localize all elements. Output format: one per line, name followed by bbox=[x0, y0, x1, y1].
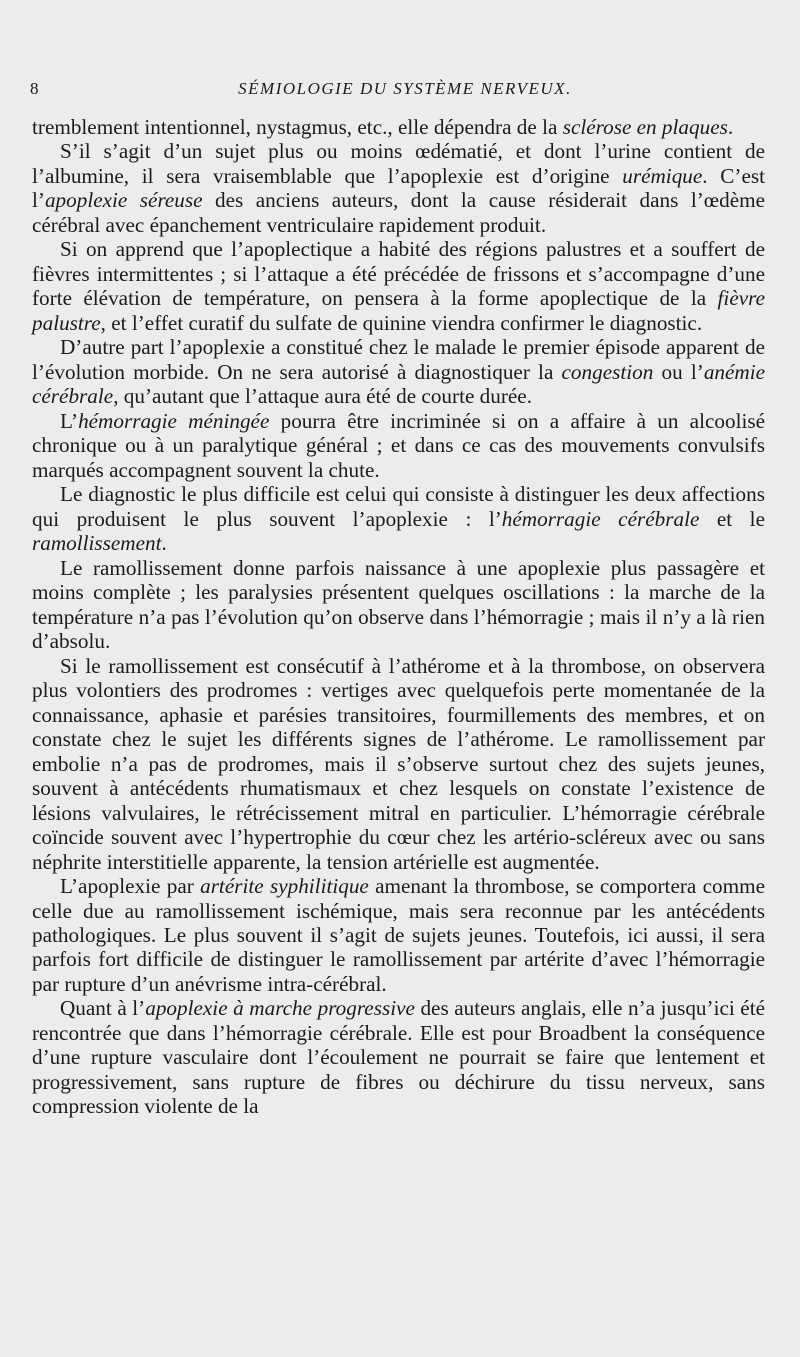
paragraph bbox=[32, 654, 765, 874]
body-text bbox=[32, 115, 765, 1119]
italic-term: apoplexie à marche progressive bbox=[145, 996, 415, 1021]
italic-term: congestion bbox=[561, 359, 654, 384]
text-run: . bbox=[727, 115, 734, 139]
text-run: ou l’ bbox=[653, 359, 704, 384]
text-run: . C’est l’ bbox=[32, 163, 765, 213]
text-run: et le bbox=[699, 506, 765, 531]
text-run: Quant à l’ bbox=[60, 996, 146, 1021]
text-run: Si le ramollissement est consécutif à l’athérome et à la thrombose, on observera plus volontiers des prodromes : vertiges avec quelquefois perte momentanée de la connaissance, aphasie et parésies transitoires, fourmillements des membres, et on constate chez le sujet les différents signes de l’athérome. Le ramollissement par embolie n’a pas de prodromes, mais il s’observe surtout chez des sujets jeunes, souvent à antécédents rhumatismaux et chez lesquels on constate l’existence de lésions valvulaires, le rétrécissement mitral en particulier. L’hémorragie cérébrale coïncide souvent avec l’hypertrophie du cœur chez les artério-scléreux avec ou sans néphrite interstitielle apparente, la tension artérielle est augmentée. bbox=[32, 653, 765, 874]
italic-term: fièvre palustre bbox=[32, 286, 765, 335]
italic-term: artérite syphilitique bbox=[200, 874, 369, 899]
italic-term: hémorragie méningée bbox=[78, 408, 270, 433]
text-run: Si on apprend que l’apoplectique a habité des régions palustres et a souffert de fièvres intermittentes ; si l’attaque a été précédée de frissons et s’accompagne d’une forte élévation de température, on pensera à la forme apoplectique de la bbox=[32, 237, 765, 311]
italic-term: ramollissement bbox=[32, 531, 162, 556]
text-run: , qu’autant que l’attaque aura été de courte durée. bbox=[113, 384, 533, 409]
text-run: L’ bbox=[60, 408, 79, 433]
paragraph bbox=[32, 409, 765, 482]
text-run: Le ramollissement donne parfois naissance à une apoplexie plus passagère et moins complète ; les paralysies présentent quelques oscillations : la marche de la température n’a pas l’évolution qu’on observe dans l’hémorragie ; mais il n’y a là rien d’absolu. bbox=[32, 555, 765, 654]
paragraph bbox=[32, 482, 765, 555]
paragraph bbox=[32, 139, 765, 237]
italic-term: sclérose en plaques bbox=[562, 115, 728, 139]
paragraph bbox=[32, 335, 765, 408]
running-title: SÉMIOLOGIE DU SYSTÈME NERVEUX. bbox=[238, 79, 572, 98]
text-run: amenant la thrombose, se comportera comme celle due au ramollissement ischémique, mais sera reconnue par les antécédents pathologiques. Le plus souvent il s’agit de sujets jeunes. Toutefois, ici aussi, il sera parfois fort difficile de distinguer le ramollissement par artérite d’avec l’hémorragie par rupture d’un anévrisme intra-cérébral. bbox=[32, 874, 765, 996]
italic-term: anémie cérébrale bbox=[32, 359, 765, 409]
text-run: L’apoplexie par bbox=[60, 874, 201, 899]
italic-term: urémique bbox=[622, 163, 703, 188]
page-number: 8 bbox=[30, 79, 39, 98]
italic-term: hémorragie cérébrale bbox=[501, 506, 700, 531]
text-run: . bbox=[161, 531, 167, 556]
text-run: Le diagnostic le plus difficile est celui qui consiste à distinguer les deux affections qui produisent le plus souvent l’apoplexie : l’ bbox=[32, 482, 765, 531]
text-run: S’il s’agit d’un sujet plus ou moins œdématié, et dont l’urine contient de l’albumine, il sera vraisemblable que l’apoplexie est d’origine bbox=[32, 139, 765, 188]
paragraph bbox=[32, 115, 765, 139]
text-run: pourra être incriminée si on a affaire à un alcoolisé chronique ou à un paralytique général ; et dans ce cas des mouvements convulsifs marqués accompagnent souvent la chute. bbox=[32, 408, 765, 482]
italic-term: apoplexie séreuse bbox=[44, 188, 203, 213]
paragraph bbox=[32, 996, 765, 1118]
paragraph bbox=[32, 874, 765, 996]
text-run: tremblement intentionnel, nystagmus, etc., elle dépendra de la bbox=[32, 115, 563, 139]
paragraph bbox=[32, 237, 765, 335]
text-run: des anciens auteurs, dont la cause résiderait dans l’œdème cérébral avec épanchement ventriculaire rapidement produit. bbox=[32, 188, 765, 237]
text-run: des auteurs anglais, elle n’a jusqu’ici été rencontrée que dans l’hémorragie cérébrale. Elle est pour Broadbent la conséquence d’une rupture vasculaire dont l’écoulement ne pourrait se faire que lentement et progressivement, sans rupture de fibres ou déchirure du tissu nerveux, sans compression violente de la bbox=[32, 996, 765, 1119]
paragraph bbox=[32, 556, 765, 654]
text-run: D’autre part l’apoplexie a constitué chez le malade le premier épisode apparent de l’évolution morbide. On ne sera autorisé à diagnostiquer la bbox=[32, 335, 765, 384]
page-header bbox=[30, 76, 760, 102]
text-run: , et l’effet curatif du sulfate de quinine viendra confirmer le diagnostic. bbox=[100, 310, 703, 335]
